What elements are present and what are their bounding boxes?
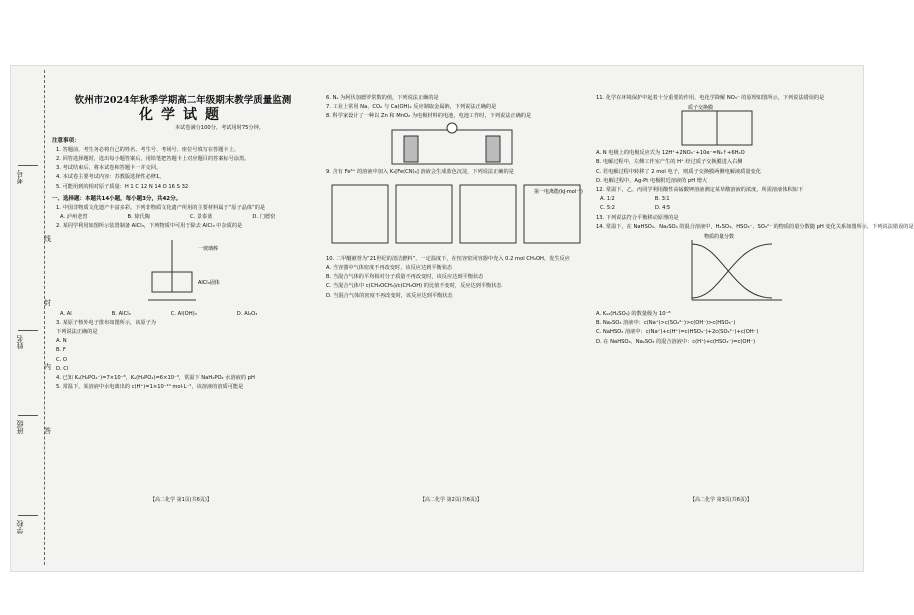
seal-word-3: 内 [44,363,51,371]
q12-option-a: A. 1∶2 [600,196,615,203]
subject-title: 化学试题 [139,107,227,124]
name-line [18,330,38,331]
electrolysis-figure [52,232,314,310]
q10-option-b: B. 当混合气体的平均相对分子质量不再改变时，该反应达到平衡状态 [326,274,484,281]
distribution-figure [592,232,862,310]
q11-option-d: D. 电解过程中，Ag-Pt 电极附近溶液的 pH 增大 [596,177,708,184]
question-6: 6. Nₐ 为阿伏加德罗常数的值，下列说法正确的是 [326,95,439,101]
electrolysis-apparatus-diagram [52,232,312,310]
exam-title: 钦州市2024年秋季学期高二年级期末教学质量监测 [74,95,292,106]
q14-option-a: A. Kₐ₂(H₂SO₃) 的数量级为 10⁻⁸ [596,311,671,318]
notice-5: 5. 可能用到的相对原子质量：H 1 C 12 N 14 O 16 S 32 [56,183,189,190]
figure-label-3: 第一电离能(kJ·mol⁻¹) [534,188,583,195]
name-label: 姓名 [16,335,24,349]
seal-word-1: 线 [44,235,51,243]
electrolysis-cell-figure [592,103,862,149]
q12-options-2 [592,204,862,213]
seal-word-2: 封 [44,299,51,307]
question-7: 7. 工业上常用 Na、CO₂ 与 Ca(OH)₂ 反应制取金属钠，下列说法正确的是 [326,104,497,111]
q3-option-b: B. F [56,347,66,354]
page-2 [322,94,582,301]
q1-option-c: C. 景泰蓝 [189,214,213,221]
q3-option-c: C. O [56,356,68,363]
q1-option-d: D. 门德窑 [252,214,276,221]
footer-page-1: 【高二化学 第1页(共6页)】 [150,497,212,503]
q1-option-a: A. 泸州老窖 [60,214,88,221]
q10-option-d: D. 当混合气体的密度不再改变时，该反应达到平衡状态 [326,292,453,299]
distribution-curve-chart [592,232,852,310]
class-label: 班级 [16,420,24,434]
exam-number-line [18,165,38,166]
q14-option-b: B. Na₂SO₃ 溶液中：c(Na⁺)>c(SO₃²⁻)>c(OH⁻)>c(HSO₃⁻) [596,320,736,327]
question-2: 2. 某同学利用如图所示装置制备 AlCl₃，下列物质中可用于除去 AlCl₃ 中杂质的是 [56,223,243,230]
question-10: 10. 二甲醚被誉为“21世纪的清洁燃料”，一定温度下，在恒容密闭容器中充入 0.2 mol CH₃OH，发生反应 [326,255,570,262]
electrolysis-cell-diagram [592,103,852,149]
chart-title: 物质的量分数 [704,234,735,241]
q1-option-b: B. 徐氏陶 [127,214,150,221]
question-3: 3. 某原子核外电子排布如图所示，该原子为 [56,319,156,326]
question-4: 4. 已知 Kₐ(H₂PO₄⁻)=7×10⁻⁸，Kₐ(H₃PO₄)=6×10⁻³，常温下 NaH₂PO₄ 水溶液的 pH [56,375,255,382]
figure-label-1: 一玻璃棒 [198,245,219,252]
notice-1: 1. 答题前，考生务必将自己的姓名、考生号、考场号、座位号填写在答题卡上。 [56,146,239,153]
q2-option-b: B. AlCl₃ [111,310,131,317]
question-14: 14. 常温下，在 NaHSO₃、Na₂SO₃ 的混合溶液中，H₂SO₃、HSO₃⁻、SO₃²⁻ 的物质的量分数随 pH 变化关系如图所示，下列说法错误的是 [596,223,914,230]
q14-option-c: C. NaHSO₃ 溶液中：c(Na⁺)+c(H⁺)=c(HSO₃⁻)+2c(SO₃²⁻)+c(OH⁻) [596,329,759,336]
page-3 [592,94,914,347]
atomic-structure-diagram [322,177,582,255]
structure-figure [322,177,582,255]
school-label: 学校 [16,520,24,534]
score-note: 本试卷满分100分，考试用时75分钟。 [174,125,264,132]
question-12: 12. 常温下，乙、丙同学利用酸性高锰酸钾溶液测定某草酸溶液的浓度，所需溶液体积如下 [596,187,804,194]
q2-option-c: C. Al(OH)₃ [170,310,197,317]
q11-option-c: C. 若电解过程中转移了 2 mol 电子，则质子交换膜两侧电解液质量变化 [596,168,761,175]
section-heading: 一、选择题：本题共14小题，每小题3分，共42分。 [52,195,182,202]
q3-line-2: 下列说法正确的是 [56,329,98,336]
q12-options [592,195,862,204]
q11-option-a: A. N 电极上的电极反应式为 12H⁺+2NO₃⁻+10e⁻=N₂↑+6H₂O [596,150,745,157]
exam-number-label: 考号 [16,170,24,184]
q12-option-c: C. 5∶2 [600,205,615,212]
q11-option-b: B. 电解过程中，左侧工作室产生的 H⁺ 经过质子交换膜进入右侧 [596,159,743,166]
notice-2: 2. 回答选择题时，选出每小题答案后，用铅笔把答题卡上对应题目的答案标号涂黑。 [56,156,250,163]
battery-figure [322,122,582,168]
binding-margin [12,70,51,565]
notice-heading: 注意事项： [52,137,80,144]
q12-option-d: D. 4∶5 [654,205,671,212]
question-5: 5. 常温下，某溶液中水电离出的 c(H⁺)=1×10⁻¹⁰ mol·L⁻¹，该溶液的溶质可能是 [56,384,244,391]
page-1 [52,94,314,392]
question-8: 8. 科学家设计了一种以 Zn 和 MnO₂ 为电极材料的电池，电池工作时，下列说法正确的是 [326,113,532,120]
question-1: 1. 中国非物质文化遗产丰富多彩。下列非物质文化遗产所用的主要材料属于“原子晶体”的是 [56,205,266,212]
class-line [18,415,38,416]
notice-3: 3. 考试结束后，将本试卷和答题卡一并交回。 [56,165,162,172]
footer-page-2: 【高二化学 第2页(共6页)】 [420,497,482,503]
q1-options [52,213,314,222]
question-9: 9. 含有 Fe³⁺ 的溶液中加入 K₃[Fe(CN)₆] 溶液会生成蓝色沉淀，下列说法正确的是 [326,168,514,175]
question-13: 13. 下列说法符合平衡移动原理的是 [596,214,679,221]
battery-cell-diagram [322,122,582,168]
q2-options [52,310,314,319]
q3-option-d: D. Cl [56,365,69,372]
notice-4: 4. 本试卷主要考试内容：苏教版选择性必修1。 [56,174,165,181]
q3-option-a: A. N [56,338,67,345]
q14-option-d: D. 在 NaHSO₃、Na₂SO₃ 的混合溶液中：c(H⁺)+c(HSO₃⁻)=c(OH⁻) [596,338,756,345]
cell-label: 质子交换膜 [688,105,714,112]
footer-page-3: 【高二化学 第3页(共6页)】 [690,497,752,503]
figure-label-2: AlCl₃固体 [198,279,220,286]
q12-option-b: B. 3∶1 [654,196,670,203]
q10-option-a: A. 当容器中气体密度不再改变时，该反应达到平衡状态 [326,265,453,272]
q10-option-c: C. 当混合气体中 c(CH₃OCH₃)/c(CH₃OH) 的比值不变时，反应达到平衡状态 [326,283,502,290]
seal-word-4: 答 [44,427,51,435]
question-11: 11. 化学在环境保护中起着十分重要的作用，电化学降解 NO₃⁻ 的原理如图所示，下列说法错误的是 [596,95,825,101]
school-line [18,515,38,516]
q2-option-d: D. Al₂O₃ [236,310,258,317]
q2-option-a: A. Al [60,310,72,317]
